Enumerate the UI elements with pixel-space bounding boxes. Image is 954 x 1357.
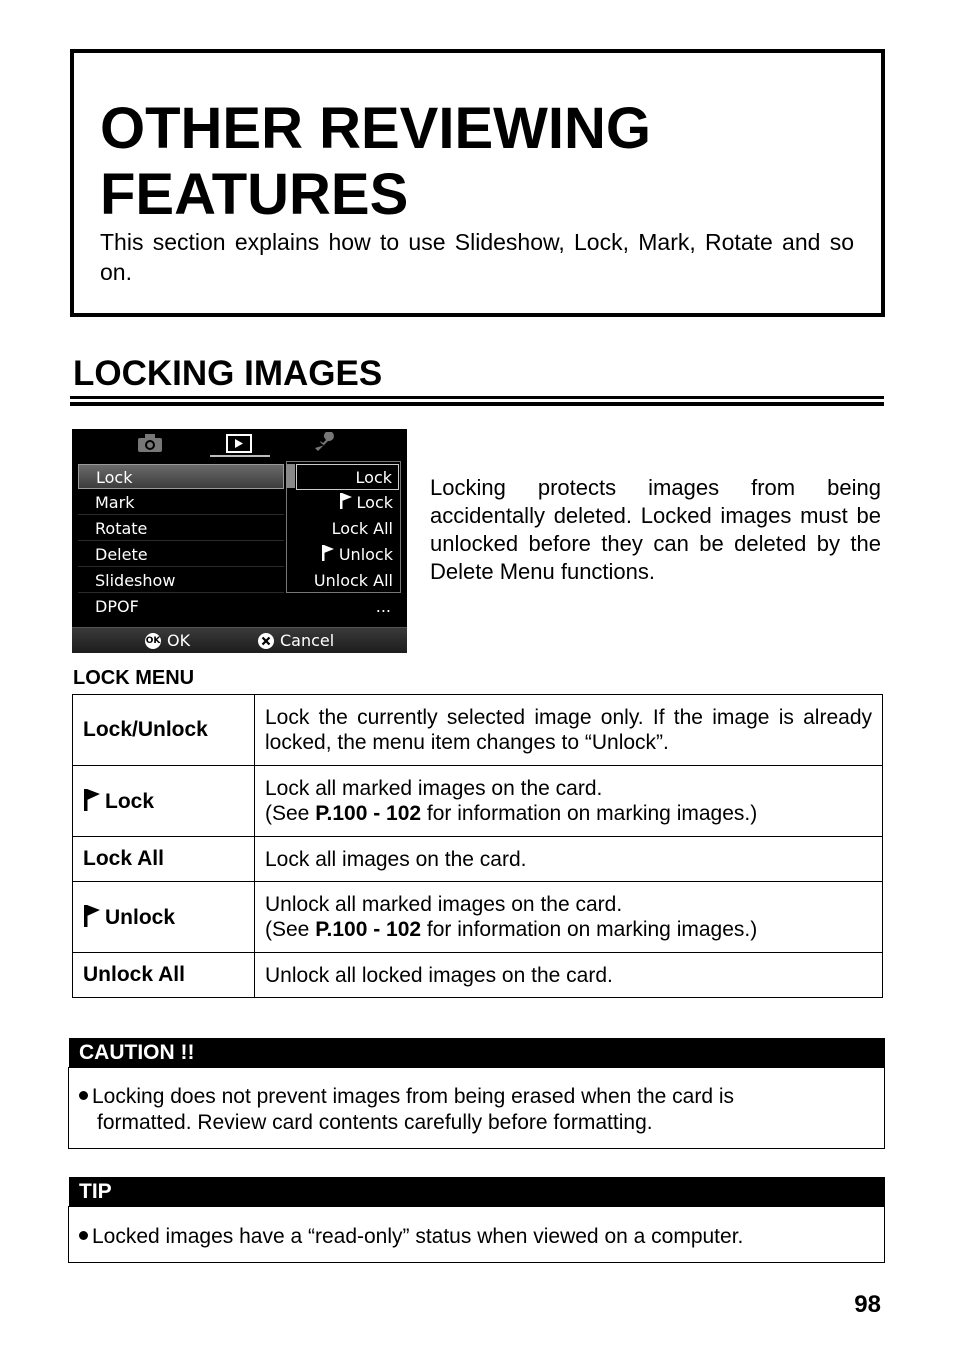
submenu-item-unlock-all[interactable]: Unlock All [313, 571, 393, 590]
submenu-item-flag-lock[interactable] [296, 490, 399, 516]
section-rule-bottom [70, 402, 884, 406]
table-row [73, 953, 883, 998]
cam-menu-item-lock[interactable]: Lock [78, 464, 284, 489]
row-description: Lock the currently selected image only. If the image is already locked, the menu item changes to “Unlock”. [255, 695, 883, 766]
caution-title: CAUTION !! [69, 1038, 885, 1067]
row-description: Unlock all marked images on the card. (See P.100 - 102 for information on marking images.) [255, 882, 883, 953]
table-row [73, 882, 883, 953]
submenu-item-label: Unlock [338, 545, 393, 564]
cam-menu-item-slideshow[interactable]: Slideshow [78, 568, 284, 593]
table-row [73, 695, 883, 766]
playback-icon [225, 432, 253, 454]
cancel-label: Cancel [280, 631, 335, 650]
table-row [73, 766, 883, 837]
active-tab-underline [210, 455, 270, 457]
bullet-icon [79, 1091, 88, 1100]
camera-footer-bar [72, 627, 407, 653]
caution-text: Locking does not prevent images from being erased when the card is formatted. Review card contents carefully before formatting. [79, 1084, 868, 1136]
submenu-item-flag-unlock[interactable] [296, 542, 399, 568]
bullet-icon [79, 1231, 88, 1240]
submenu-item-lock[interactable]: Lock [296, 464, 399, 490]
page-reference: P.100 - 102 [315, 802, 422, 825]
section-title: LOCKING IMAGES [73, 354, 383, 393]
tip-text: Locked images have a “read-only” status when viewed on a computer. [79, 1224, 868, 1250]
cam-menu-item-rotate[interactable]: Rotate [78, 516, 284, 541]
row-name: Lock All [73, 837, 255, 882]
chapter-subtitle: This section explains how to use Slideshow, Lock, Mark, Rotate and so on. [100, 229, 854, 285]
ok-button[interactable] [145, 628, 190, 653]
page-reference: P.100 - 102 [315, 918, 422, 941]
camera-icon [136, 432, 164, 454]
row-name: Unlock All [73, 953, 255, 998]
submenu-item-label: Lock [356, 493, 393, 512]
row-name [73, 766, 255, 837]
flag-icon [83, 788, 101, 812]
table-row [73, 837, 883, 882]
flag-icon [339, 492, 353, 510]
wrench-icon [312, 432, 340, 454]
ok-label: OK [167, 631, 191, 650]
section-rule-top [70, 396, 884, 399]
row-name-label: Lock [105, 790, 155, 813]
cam-menu-item-mark[interactable]: Mark [78, 490, 284, 515]
row-description: Lock all marked images on the card. (See P.100 - 102 for information on marking images.) [255, 766, 883, 837]
lock-menu-label: LOCK MENU [73, 667, 195, 689]
cancel-button[interactable] [258, 628, 334, 653]
submenu-item-lock-all[interactable]: Lock All [331, 519, 393, 538]
flag-icon [83, 904, 101, 928]
ok-icon: OK [145, 633, 161, 649]
row-name-label: Unlock [105, 906, 176, 929]
locking-description: Locking protects images from being accidentally deleted. Locked images must be unlocked before they can be deleted by the Delete Menu functions. [430, 475, 881, 584]
submenu-scrollbar [286, 464, 295, 488]
lock-menu-table [72, 694, 883, 998]
tip-body [68, 1206, 885, 1263]
chapter-title: OTHER REVIEWING FEATURES [100, 96, 652, 227]
camera-menu-tabs [72, 429, 407, 459]
page-number: 98 [854, 1291, 881, 1318]
dpof-value: ... [375, 597, 391, 616]
caution-body [68, 1067, 885, 1149]
camera-lock-menu-screen [72, 429, 407, 653]
cam-menu-item-dpof[interactable]: DPOF [95, 597, 139, 616]
row-name [73, 882, 255, 953]
cam-menu-item-delete[interactable]: Delete [78, 542, 284, 567]
tip-title: TIP [69, 1177, 885, 1206]
row-description: Lock all images on the card. [255, 837, 883, 882]
row-description: Unlock all locked images on the card. [255, 953, 883, 998]
row-name: Lock/Unlock [73, 695, 255, 766]
cancel-icon [258, 633, 274, 649]
flag-icon [321, 544, 335, 562]
